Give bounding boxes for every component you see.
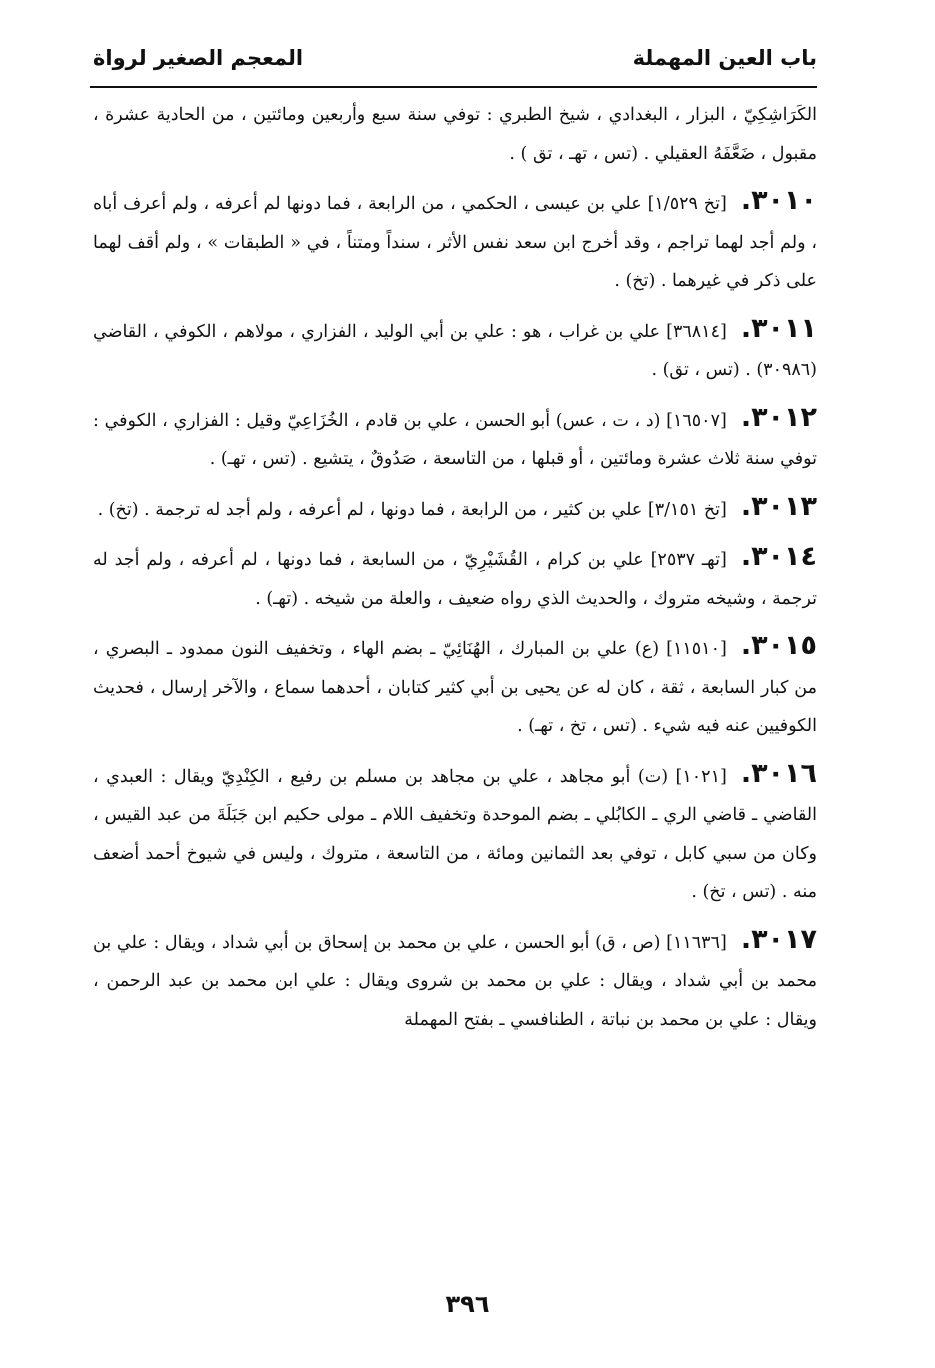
entry-text: [تهـ ٢٥٣٧] علي بن كرام ، القُشَيْرِيّ ، من السابعة ، فما دونها ، لم أعرفه ، ولم أجد له ترجمة ، وشيخه متروك ، والحديث الذي رواه ضعيف ، والعلة من شيخه . (تهـ) . bbox=[93, 550, 817, 609]
entry-text: [١٦٥٠٧] (د ، ت ، عس) أبو الحسن ، علي بن قادم ، الخُزَاعِيّ وقيل : الفزاري ، الكوفي : توفي سنة ثلاث عشرة ومائتين ، أو قبلها ، من التاسعة ، صَدُوقٌ ، يتشيع . (تس ، تهـ) . bbox=[93, 410, 817, 469]
entry-number: ٣٠١٦. bbox=[740, 757, 817, 789]
entry-3011 bbox=[93, 310, 817, 390]
header-rule bbox=[90, 86, 817, 88]
entry-3016 bbox=[93, 755, 817, 912]
entry-number: ٣٠١٤. bbox=[740, 541, 817, 572]
entry-text: [١١٥١٠] (ع) علي بن المبارك ، الهُنَائِيّ ـ بضم الهاء ، وتخفيف النون ممدود ـ البصري ، من كبار السابعة ، ثقة ، كان له عن يحيى بن أبي كثير كتابان ، أحدهما سماع ، والآخر إرسال ، فحديث الكوفيين عنه فيه شيء . (تس ، تخ ، تهـ) . bbox=[93, 639, 817, 736]
continued-entry: الكَرَاشِكِيّ ، البزار ، البغدادي ، شيخ الطبري : توفي سنة سبع وأربعين ومائتين ، من الحادية عشرة ، مقبول ، ضَعَّفَهُ العقيلي . (تس ، تهـ ، تق ) . bbox=[93, 105, 817, 164]
entry-3017 bbox=[93, 921, 817, 1040]
entry-3015 bbox=[93, 627, 817, 746]
book-title: المعجم الصغير لرواة bbox=[93, 46, 304, 70]
entry-number: ٣٠١١. bbox=[740, 312, 817, 344]
entry-3012 bbox=[93, 399, 817, 479]
running-header bbox=[93, 38, 817, 78]
entry-text: [٣٦٨١٤] علي بن غراب ، هو : علي بن أبي الوليد ، الفزاري ، مولاهم ، الكوفي ، القاضي (٣٠٩٨٦) . (تس ، تق) . bbox=[93, 321, 817, 380]
page-body bbox=[93, 96, 817, 1039]
entry-text: [تخ ١/٥٢٩] علي بن عيسى ، الحكمي ، من الرابعة ، فما دونها لم أعرفه ، ولم أعرف أباه ، ولم أجد لهما تراجم ، وقد أخرج ابن سعد نفس الأثر ، سنداً ومتناً ، في « الطبقات » ، ولم أقف لهما على ذكر في غيرهما . (تخ) . bbox=[93, 194, 817, 291]
page-number: ٣٩٦ bbox=[445, 1290, 490, 1318]
entry-3010 bbox=[93, 182, 817, 301]
entry-number: ٣٠١٣. bbox=[740, 490, 817, 522]
entry-number: ٣٠١٠. bbox=[740, 185, 817, 216]
entry-text: [تخ ٣/١٥١] علي بن كثير ، من الرابعة ، فما دونها ، لم أعرفه ، ولم أجد له ترجمة . (تخ) . bbox=[97, 499, 727, 520]
entry-number: ٣٠١٥. bbox=[740, 630, 817, 661]
entry-text: [١٠٢١] (ت) أبو مجاهد ، علي بن مجاهد بن مسلم بن رفيع ، الكِنْدِيّ ويقال : العبدي ، القاضي ـ قاضي الري ـ الكابُلي ـ بضم الموحدة وتخفيف اللام ـ مولى حكيم ابن جَبَلَةَ من عبد القيس ، وكان من سبي كابل ، توفي بعد الثمانين ومائة ، من التاسعة ، متروك ، وليس في شيوخ أحمد أضعف منه . (تس ، تخ) . bbox=[93, 766, 817, 902]
chapter-title: باب العين المهملة bbox=[632, 46, 817, 70]
entry-3014 bbox=[93, 538, 817, 618]
entry-number: ٣٠١٢. bbox=[740, 401, 817, 433]
entry-text: [١١٦٣٦] (ص ، ق) أبو الحسن ، علي بن محمد بن إسحاق بن أبي شداد ، ويقال : علي بن محمد بن أبي شداد ، ويقال : علي بن محمد بن شروى ويقال : علي ابن محمد بن عبد الرحمن ، ويقال : علي بن محمد بن نباتة ، الطنافسي ـ بفتح المهملة bbox=[93, 932, 817, 1030]
entry-number: ٣٠١٧. bbox=[740, 923, 817, 955]
entry-3013 bbox=[93, 488, 817, 530]
